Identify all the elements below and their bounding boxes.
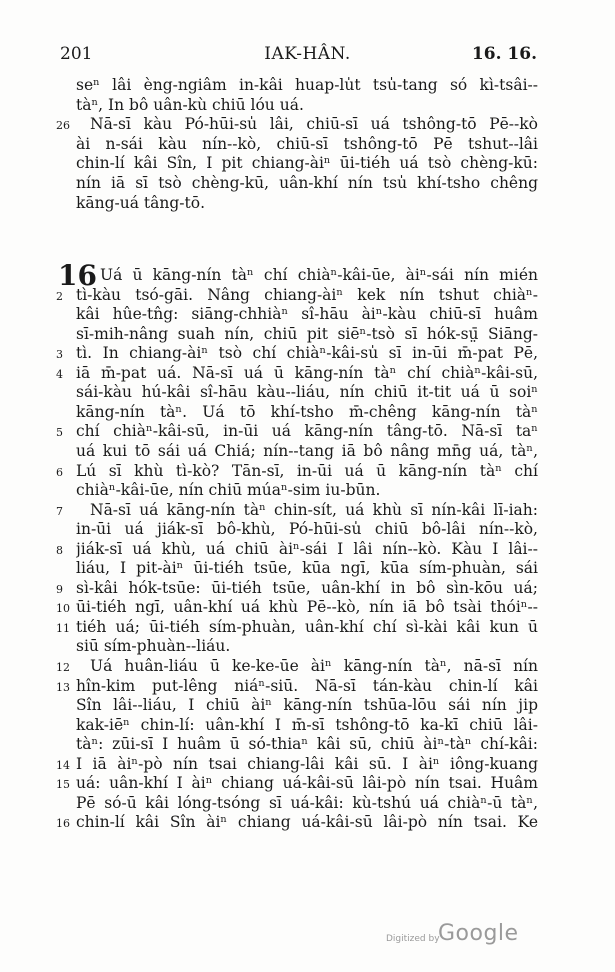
verse-number: 16: [56, 817, 70, 831]
text-line: I iā àiⁿ-pò nín tsai chiang-lâi kâi sū. I àiⁿ iông-kuang: [76, 754, 538, 773]
verse-number: 6: [56, 465, 63, 479]
verse-number: 5: [56, 426, 63, 440]
verse-number: 2: [56, 289, 63, 303]
text-line: Nā-sī kàu Pó-hūi-su̍ lâi, chiū-sī uá tshông-tō Pē--kò: [90, 115, 538, 134]
verse-number: 4: [56, 367, 63, 381]
text-line: ūi-tiéh ngī, uân-khí uá khù Pē--kò, nín iā bô tsài thóiⁿ--: [76, 598, 538, 617]
text-line: liáu, I pit-àiⁿ ūi-tiéh tsūe, kūa ngī, kūa sím-phuàn, sái: [76, 559, 538, 578]
text-line: seⁿ lâi èng-ngiâm in-kâi huap-lu̍t tsu̍-tang só kì-tsâi--: [76, 76, 538, 94]
verse-number: 11: [56, 621, 70, 635]
verse-number: 12: [56, 661, 70, 674]
verse-number: 13: [56, 680, 70, 694]
text-line: in-ūi uá jiák-sī bô-khù, Pó-hūi-su̍ chiū bô-lâi nín--kò,: [76, 520, 538, 539]
google-logo: Google: [438, 921, 519, 946]
text-line: uá: uân-khí I àiⁿ chiang uá-kâi-sū lâi-pò nín tsai. Huâm: [76, 774, 538, 793]
text-line: chin-lí kâi Sîn, I pit chiang-àiⁿ ūi-tiéh uá tsò chèng-kū:: [76, 154, 538, 173]
verse-number: 8: [56, 543, 63, 557]
text-line: tiéh uá; ūi-tiéh sím-phuàn, uân-khí chí sì-kài kâi kun ū: [76, 617, 538, 636]
text-line: hîn-kim put-lêng niáⁿ-siū. Nā-sī tán-kàu chin-lí kâi: [76, 676, 538, 695]
text-line: iā m̄-pat uá. Nā-sī uá ū kāng-nín tàⁿ chí chiàⁿ-kâi-sū,: [76, 363, 538, 382]
text-line: Uá huân-liáu ū ke-ke-ūe àiⁿ kāng-nín tàⁿ, nā-sī nín: [90, 657, 538, 675]
text-line: Uá ū kāng-nín tàⁿ chí chiàⁿ-kâi-ūe, àiⁿ-sái nín mién: [100, 266, 538, 284]
verse-number: 10: [56, 602, 70, 616]
running-title: IAK-HÂN.: [264, 44, 351, 64]
text-line: Pē só-ū kâi lóng-tsóng sī uá-kâi: kù-tshú uá chiàⁿ-ū tàⁿ,: [76, 793, 538, 812]
text-line: ài n-sái kàu nín--kò, chiū-sī tshông-tō Pē tshut--lâi: [76, 134, 538, 153]
text-line: Sîn lâi--liáu, I chiū àiⁿ kāng-nín tshūa-lōu sái nín jip: [76, 696, 538, 715]
text-line: kāng-uá tâng-tō.: [76, 193, 206, 212]
text-line: sī-mih-nâng suah nín, chiū pit siēⁿ-tsò sī hók-sṳ̄ Siāng-: [76, 324, 538, 343]
verse-number: 9: [56, 582, 63, 596]
text-line: nín iā sī tsò chèng-kū, uân-khí nín tsu̍ khí-tsho chêng: [76, 174, 538, 192]
text-line: tì. In chiang-àiⁿ tsò chí chiàⁿ-kâi-su̍ sī in-ūi m̄-pat Pē,: [76, 344, 538, 363]
text-line: tàⁿ: zūi-sī I huâm ū só-thiaⁿ kâi sū, chiū àiⁿ-tàⁿ chí-kâi:: [76, 735, 538, 754]
text-line: jiák-sī uá khù, uá chiū àiⁿ-sái I lâi nín--kò. Kàu I lâi--: [76, 539, 538, 558]
verse-number: 3: [56, 348, 63, 362]
text-line: sì-kâi hók-tsūe: ūi-tiéh tsūe, uân-khí in bô sìn-kōu uá;: [76, 578, 538, 597]
page-number: 201: [60, 44, 93, 64]
text-line: chiàⁿ-kâi-ūe, nín chiū múaⁿ-sim iu-būn.: [76, 481, 381, 500]
text-line: kak-iēⁿ chin-lí: uân-khí I m̄-sī tshông-tō ka-kī chiū lâi-: [76, 715, 538, 734]
verse-number: 26: [56, 119, 70, 133]
verse-number: 15: [56, 778, 70, 792]
text-line: uá kui tō sái uá Chiá; nín--tang iā bô nâng mn̄g uá, tàⁿ,: [76, 441, 538, 460]
verse-number: 7: [56, 504, 63, 518]
text-line: Lú sī khù tì-kò? Tān-sī, in-ūi uá ū kāng-nín tàⁿ chí: [76, 461, 538, 480]
text-line: tàⁿ, In bô uân-kù chiū lóu uá.: [76, 95, 304, 114]
digitized-label: Digitized by: [386, 934, 440, 944]
text-line: chí chiàⁿ-kâi-sū, in-ūi uá kāng-nín tâng-tō. Nā-sī taⁿ: [76, 422, 538, 441]
text-line: kāng-nín tàⁿ. Uá tō khí-tsho m̄-chêng kāng-nín tàⁿ: [76, 402, 538, 421]
text-line: chin-lí kâi Sîn àiⁿ chiang uá-kâi-sū lâi-pò nín tsai. Ke: [76, 813, 538, 832]
text-line: sái-kàu hú-kâi sî-hāu kàu--liáu, nín chiū it-tit uá ū soiⁿ: [76, 383, 538, 402]
text-line: Nā-sī uá kāng-nín tàⁿ chin-sít, uá khù sī nín-kâi lī-iah:: [90, 500, 538, 519]
chapter-verse-reference: 16. 16.: [471, 44, 537, 64]
text-line: siū sím-phuàn--liáu.: [76, 637, 231, 656]
text-line: kâi hûe-tn̂g: siāng-chhiàⁿ sî-hāu àiⁿ-kàu chiū-sī huâm: [76, 305, 538, 324]
text-line: tì-kàu tsó-gāi. Nâng chiang-àiⁿ kek nín tshut chiàⁿ-: [76, 285, 538, 304]
chapter-number: 16: [58, 259, 97, 292]
verse-number: 14: [56, 758, 70, 772]
